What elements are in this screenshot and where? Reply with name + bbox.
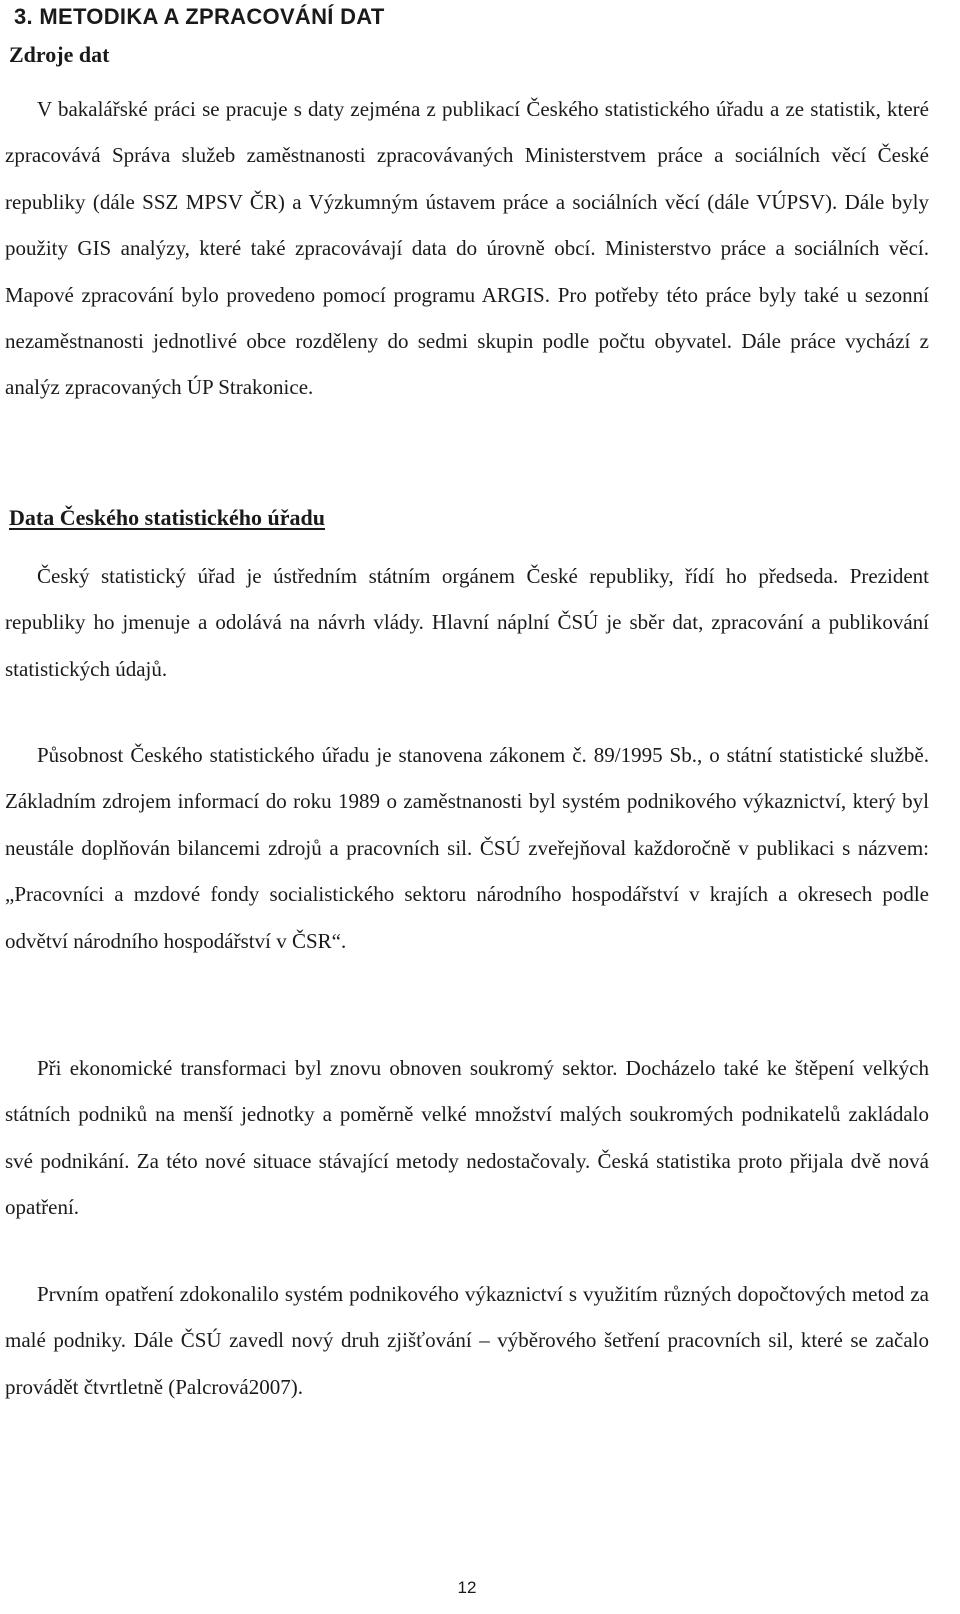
paragraph-zdroje-dat: V bakalářské práci se pracuje s daty zejména z publikací Českého statistického úřadu a ze statistik, které zpracovává Správa služeb zaměstnanosti zpracovávaných Ministerstvem práce a sociálních věcí České republiky (dále SSZ MPSV ČR) a Výzkumným ústavem práce a sociálních věcí (dále VÚPSV). Dále byly použity GIS analýzy, které také zpracovávají data do úrovně obcí. Ministerstvo práce a sociálních věcí. Mapové zpracování bylo provedeno pomocí programu ARGIS. Pro potřeby této práce byly také u sezonní nezaměstnanosti jednotlivé obce rozděleny do sedmi skupin podle počtu obyvatel. Dále práce vychází z analýz zpracovaných ÚP Strakonice. — [5, 97, 929, 400]
page-number: 12 — [457, 1578, 477, 1597]
paragraph-transformace: Při ekonomické transformaci byl znovu obnoven soukromý sektor. Docházelo také ke štěpení velkých státních podniků na menší jednotky a poměrně velké množství malých soukromých podnikatelů zakládalo své podnikání. Za této nové situace stávající metody nedostačovaly. Česká statistika proto přijala dvě nová opatření. — [5, 1056, 929, 1220]
paragraph-opatreni: Prvním opatření zdokonalilo systém podnikového výkaznictví s využitím různých dopočtových metod za malé podniky. Dále ČSÚ zavedl nový druh zjišťování – výběrového šetření pracovních sil, které se začalo provádět čtvrtletně (Palcrová2007). — [5, 1282, 929, 1399]
chapter-title: 3. METODIKA A ZPRACOVÁNÍ DAT — [14, 4, 385, 29]
paragraph-csu-pusobnost: Působnost Českého statistického úřadu je stanovena zákonem č. 89/1995 Sb., o státní statistické službě. Základním zdrojem informací do roku 1989 o zaměstnanosti byl systém podnikového výkaznictví, který byl neustále doplňován bilancemi zdrojů a pracovních sil. ČSÚ zveřejňoval každoročně v publikaci s názvem: „Pracovníci a mzdové fondy socialistického sektoru národního hospodářství v krajích a okresech podle odvětví národního hospodářství v ČSR“. — [5, 743, 929, 953]
section-heading-data-csu: Data Českého statistického úřadu — [9, 505, 325, 530]
paragraph-csu-intro: Český statistický úřad je ústředním státním orgánem České republiky, řídí ho předseda. Prezident republiky ho jmenuje a odolává na návrh vlády. Hlavní náplní ČSÚ je sběr dat, zpracování a publikování statistických údajů. — [5, 564, 929, 681]
section-heading-zdroje-dat: Zdroje dat — [9, 42, 110, 67]
